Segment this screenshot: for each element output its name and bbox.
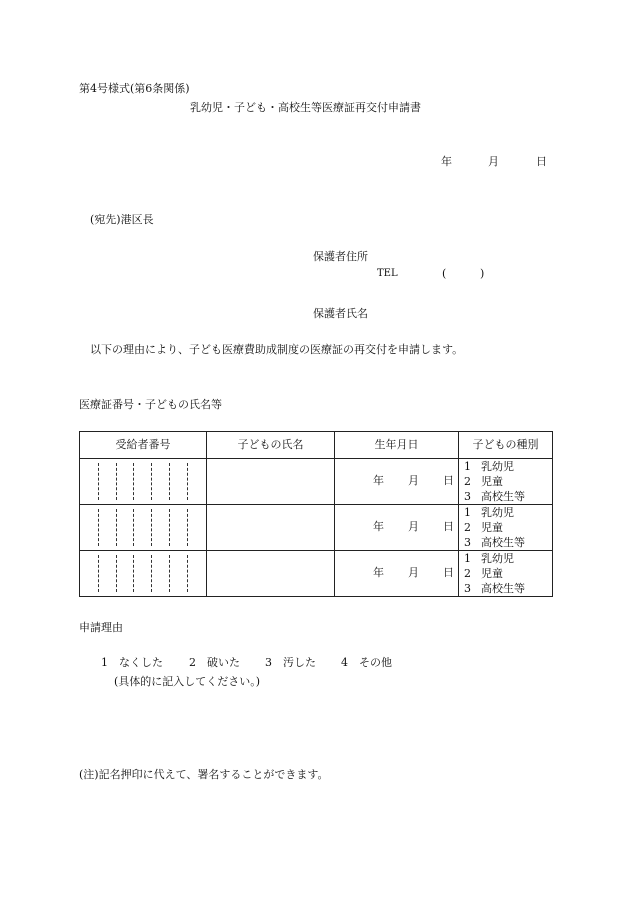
reason-option-soiled[interactable]: 3 汚した: [265, 656, 316, 669]
dob-day-label: 日: [443, 474, 454, 487]
addressee: (宛先)港区長: [90, 213, 154, 226]
guardian-name-label: 保護者氏名: [313, 307, 368, 320]
child-type-option[interactable]: 1 乳幼児: [464, 506, 514, 519]
child-type-option[interactable]: 3 高校生等: [464, 490, 525, 503]
birth-date-field[interactable]: [335, 505, 459, 551]
child-name-field[interactable]: [207, 505, 335, 551]
reason-option-other[interactable]: 4 その他: [341, 656, 392, 669]
guardian-address-label: 保護者住所: [313, 250, 368, 263]
child-type-option[interactable]: 1 乳幼児: [464, 552, 514, 565]
date-year-label: 年: [441, 155, 452, 168]
child-type-option[interactable]: 1 乳幼児: [464, 460, 514, 473]
dob-day-label: 日: [443, 520, 454, 533]
birth-date-field[interactable]: [335, 459, 459, 505]
table-row: [80, 551, 553, 597]
child-type-options: [459, 459, 553, 505]
footnote: (注)記名押印に代えて、署名することができます。: [79, 768, 329, 781]
child-type-option[interactable]: 3 高校生等: [464, 536, 525, 549]
dob-year-label: 年: [373, 520, 384, 533]
birth-date-field[interactable]: [335, 551, 459, 597]
date-month-label: 月: [488, 155, 499, 168]
recipient-number-field[interactable]: [80, 505, 207, 551]
reason-option-torn[interactable]: 2 破いた: [189, 656, 240, 669]
header-child-name: 子どもの氏名: [207, 432, 335, 459]
child-name-field[interactable]: [207, 459, 335, 505]
dob-month-label: 月: [408, 566, 419, 579]
child-name-field[interactable]: [207, 551, 335, 597]
declaration-text: 以下の理由により、子ども医療費助成制度の医療証の再交付を申請します。: [90, 343, 464, 356]
dob-year-label: 年: [373, 474, 384, 487]
dob-year-label: 年: [373, 566, 384, 579]
child-type-option[interactable]: 2 児童: [464, 567, 503, 580]
header-child-type: 子どもの種別: [459, 432, 553, 459]
reason-option-lost[interactable]: 1 なくした: [101, 656, 163, 669]
dob-month-label: 月: [408, 474, 419, 487]
child-type-options: [459, 551, 553, 597]
child-type-options: [459, 505, 553, 551]
recipient-number-field[interactable]: [80, 459, 207, 505]
dob-day-label: 日: [443, 566, 454, 579]
reason-section-title: 申請理由: [79, 621, 123, 634]
recipient-number-field[interactable]: [80, 551, 207, 597]
child-type-option[interactable]: 3 高校生等: [464, 582, 525, 595]
table-row: [80, 505, 553, 551]
header-birth-date: 生年月日: [335, 432, 459, 459]
dob-month-label: 月: [408, 520, 419, 533]
reason-note: (具体的に記入してください。): [114, 675, 261, 688]
child-type-option[interactable]: 2 児童: [464, 521, 503, 534]
tel-paren-open: (: [442, 267, 447, 280]
header-recipient-number: 受給者番号: [80, 432, 207, 459]
table-header-row: [80, 432, 553, 459]
table-row: [80, 459, 553, 505]
document-title: 乳幼児・子ども・高校生等医療証再交付申請書: [190, 101, 421, 114]
child-type-option[interactable]: 2 児童: [464, 475, 503, 488]
records-table: [79, 431, 553, 597]
tel-paren-close: ): [480, 267, 485, 280]
date-day-label: 日: [536, 155, 547, 168]
records-section-title: 医療証番号・子どもの氏名等: [79, 398, 222, 411]
tel-label: TEL: [377, 268, 398, 279]
form-id: 第4号様式(第6条関係): [79, 82, 190, 95]
